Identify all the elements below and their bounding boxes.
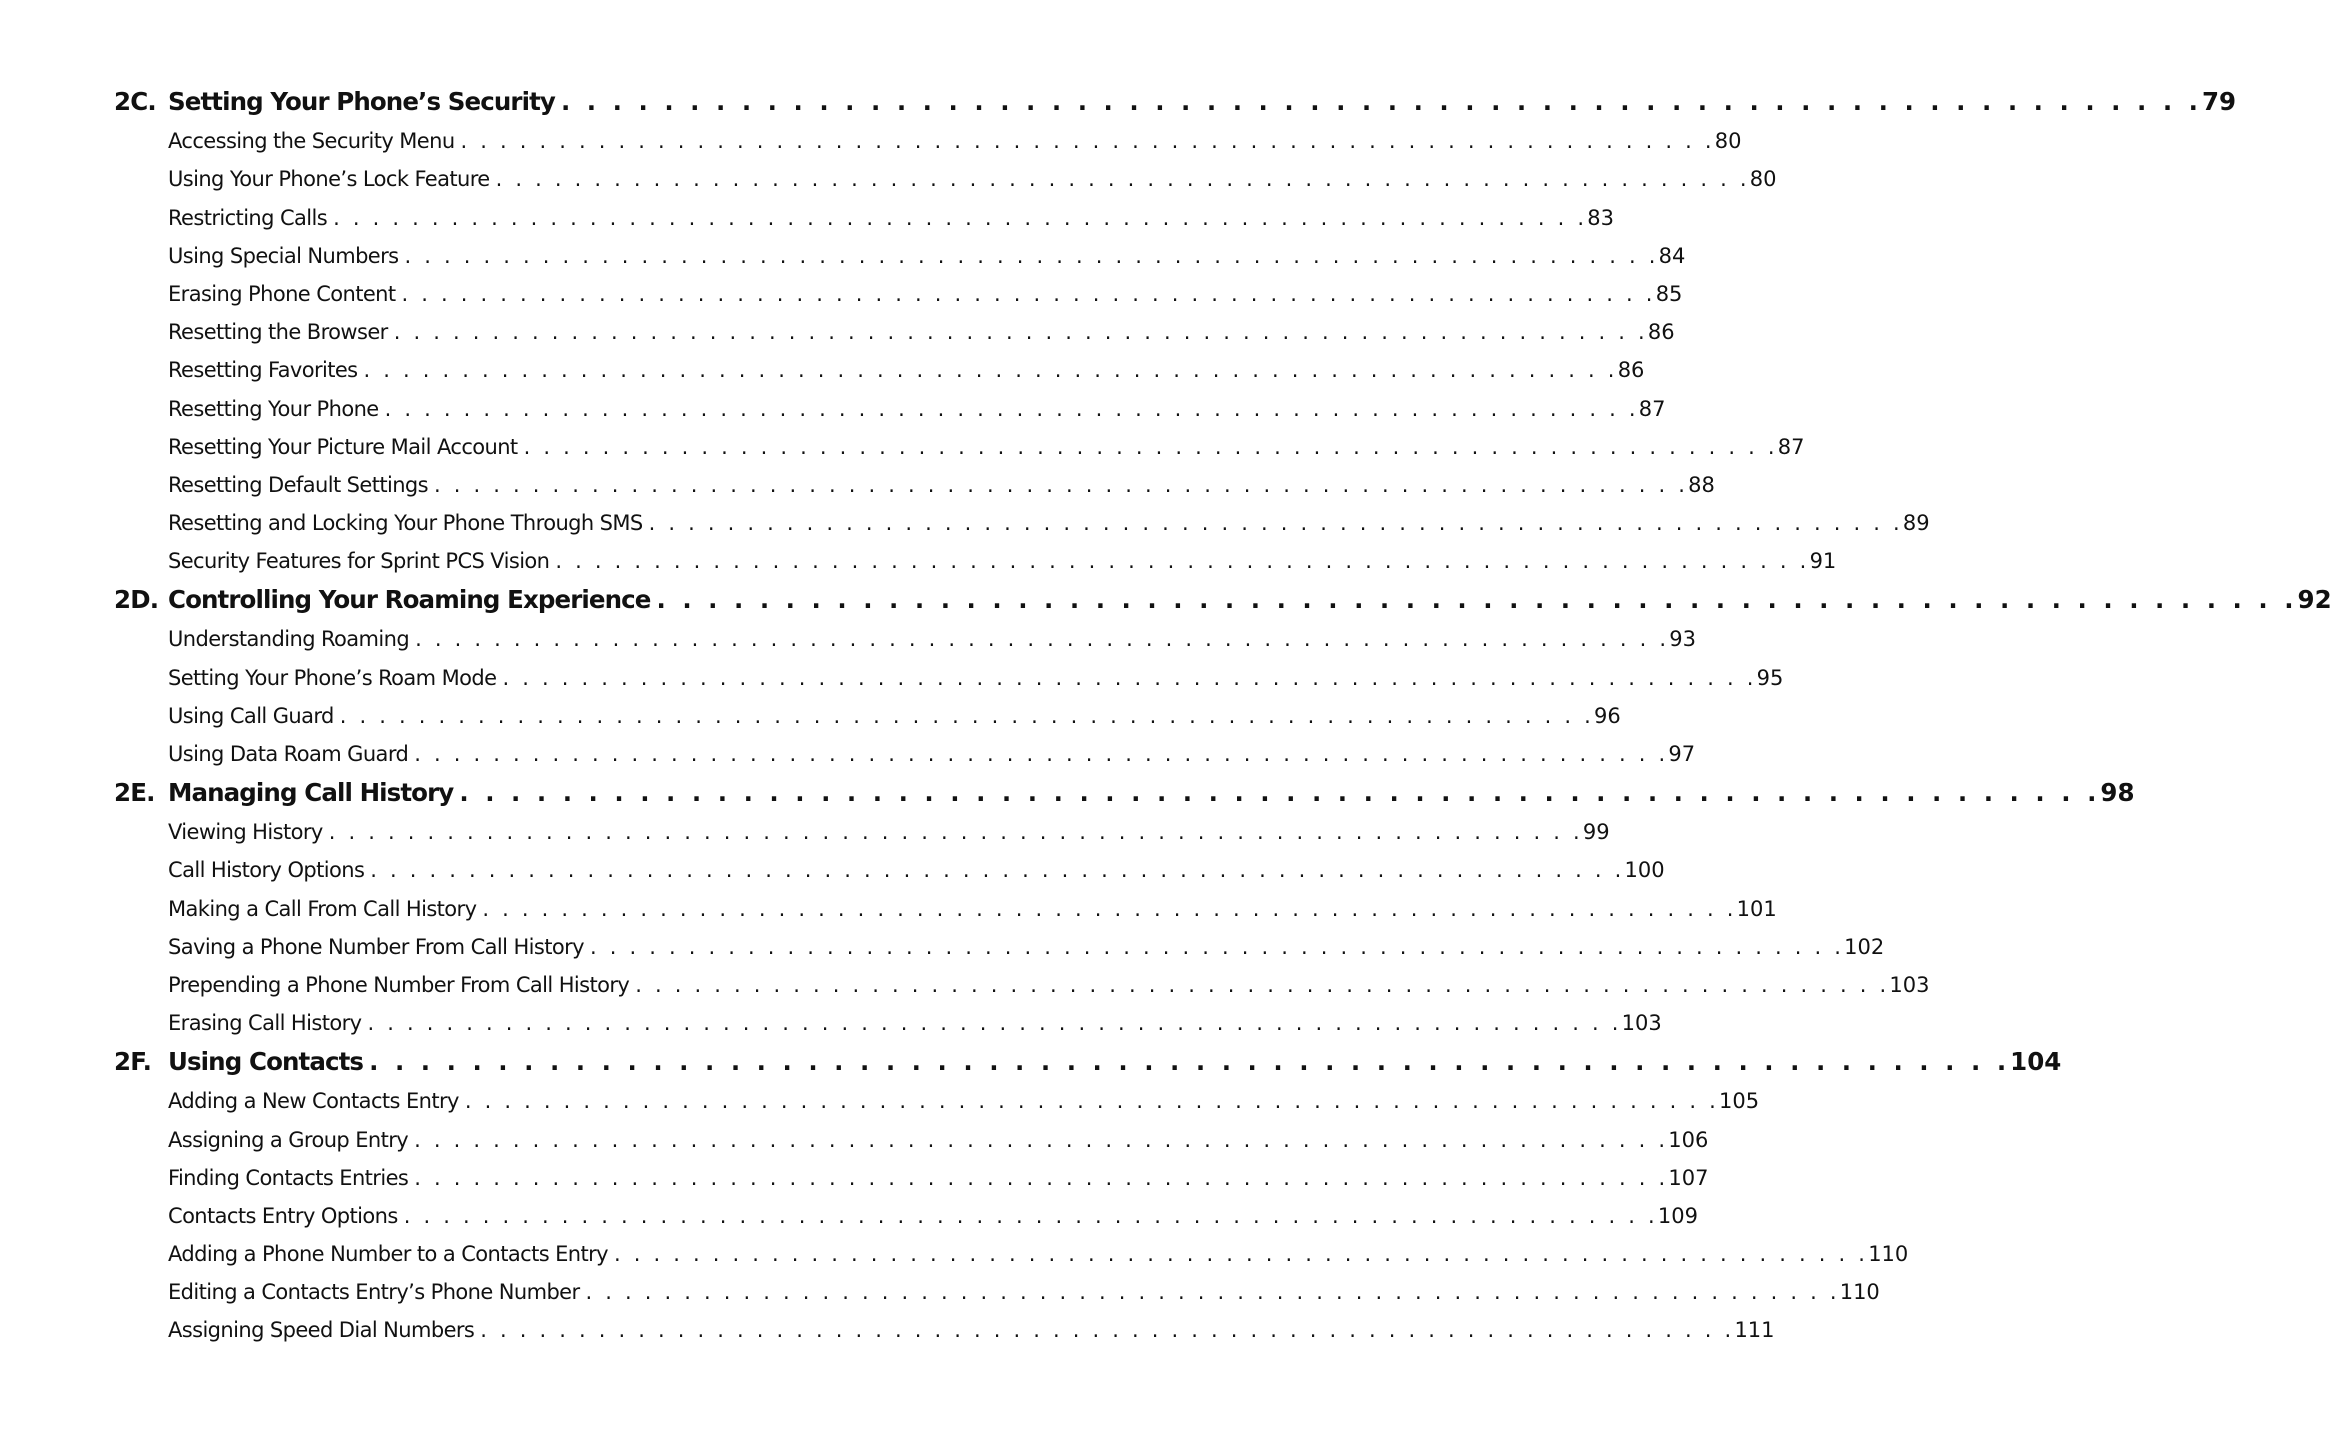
toc-entry[interactable] — [0, 852, 1665, 890]
entry-title: Making a Call From Call History — [168, 896, 477, 921]
entry-title: Resetting Favorites — [168, 358, 358, 383]
entry-title: Using Special Numbers — [168, 243, 399, 268]
page-number: 87 — [1638, 396, 1666, 421]
toc-entry[interactable] — [0, 161, 1777, 199]
dot-leader: . . . . . . . . . . . . . . . . . . . . . . . . . . . . . . . . . . . . . . . . . . . . . . . . . . . . . . . . . . . . . . . . — [404, 243, 1659, 268]
page-number: 101 — [1736, 896, 1777, 921]
entry-title: Assigning a Group Entry — [168, 1127, 409, 1152]
toc-entry[interactable] — [0, 967, 1930, 1005]
dot-leader: . . . . . . . . . . . . . . . . . . . . . . . . . . . . . . . . . . . . . . . . . . . . . . . . . . . . . . . . . . . . . . . . — [384, 396, 1639, 421]
section-title: Controlling Your Roaming Experience — [168, 585, 651, 615]
entry-title: Saving a Phone Number From Call History — [168, 934, 584, 959]
section-title: Setting Your Phone’s Security — [168, 87, 555, 116]
toc-entry[interactable] — [0, 352, 1645, 390]
entry-title: Viewing History — [168, 820, 323, 845]
toc-entry[interactable] — [0, 390, 1666, 428]
toc-entry[interactable] — [0, 238, 1686, 276]
dot-leader: . . . . . . . . . . . . . . . . . . . . . . . . . . . . . . . . . . . . . . . . . . . . . . . . . . . . . . . . . . . . . . . . — [433, 472, 1689, 497]
dot-leader: . . . . . . . . . . . . . . . . . . . . . . . . . . . . . . . . . . . . . . . . . . . . . . . . . . . . . . . . . . . . . . . . — [369, 1047, 2011, 1077]
page-number: 80 — [1749, 167, 1777, 192]
dot-leader: . . . . . . . . . . . . . . . . . . . . . . . . . . . . . . . . . . . . . . . . . . . . . . . . . . . . . . . . . . . . . . . . — [523, 434, 1778, 459]
toc-entry[interactable] — [0, 814, 1610, 852]
page-number: 110 — [1839, 1280, 1880, 1305]
page-number: 98 — [2100, 778, 2135, 807]
dot-leader: . . . . . . . . . . . . . . . . . . . . . . . . . . . . . . . . . . . . . . . . . . . . . . . . . . . . . . . . . . . . . . . . — [415, 627, 1670, 652]
page-number: 100 — [1624, 858, 1665, 883]
entry-title: Setting Your Phone’s Roam Mode — [168, 665, 497, 690]
entry-title: Using Data Roam Guard — [168, 742, 409, 766]
toc-entry[interactable] — [0, 698, 1621, 736]
page-number: 99 — [1582, 820, 1610, 845]
page-number: 86 — [1647, 320, 1675, 345]
dot-leader: . . . . . . . . . . . . . . . . . . . . . . . . . . . . . . . . . . . . . . . . . . . . . . . . . . . . . . . . . . . . . . . . — [459, 778, 2101, 807]
page-number: 104 — [2010, 1047, 2062, 1077]
toc-entry[interactable] — [0, 1160, 1709, 1198]
dot-leader: . . . . . . . . . . . . . . . . . . . . . . . . . . . . . . . . . . . . . . . . . . . . . . . . . . . . . . . . . . . . . . . . — [635, 972, 1890, 997]
page-number: 107 — [1668, 1165, 1709, 1190]
dot-leader: . . . . . . . . . . . . . . . . . . . . . . . . . . . . . . . . . . . . . . . . . . . . . . . . . . . . . . . . . . . . . . . . — [614, 1242, 1869, 1267]
dot-leader: . . . . . . . . . . . . . . . . . . . . . . . . . . . . . . . . . . . . . . . . . . . . . . . . . . . . . . . . . . . . . . . . — [328, 820, 1583, 845]
entry-title: Erasing Call History — [168, 1011, 362, 1036]
dot-leader: . . . . . . . . . . . . . . . . . . . . . . . . . . . . . . . . . . . . . . . . . . . . . . . . . . . . . . . . . . . . . . . . — [414, 742, 1669, 766]
toc-entry[interactable] — [0, 1121, 1709, 1159]
section-number: 2C. — [114, 87, 156, 116]
entry-title: Resetting the Browser — [168, 320, 388, 345]
toc-entry[interactable] — [0, 1198, 1698, 1236]
entry-title: Resetting and Locking Your Phone Through SMS — [168, 511, 643, 536]
dot-leader: . . . . . . . . . . . . . . . . . . . . . . . . . . . . . . . . . . . . . . . . . . . . . . . . . . . . . . . . . . . . . . . . — [555, 549, 1810, 574]
toc-entry[interactable] — [0, 1005, 1662, 1043]
dot-leader: . . . . . . . . . . . . . . . . . . . . . . . . . . . . . . . . . . . . . . . . . . . . . . . . . . . . . . . . . . . . . . . . — [333, 205, 1588, 230]
toc-section-heading[interactable] — [0, 581, 2332, 621]
page-number: 85 — [1655, 281, 1683, 306]
page-number: 105 — [1719, 1089, 1760, 1114]
entry-title: Resetting Your Picture Mail Account — [168, 434, 518, 459]
page-number: 96 — [1593, 703, 1621, 728]
entry-title: Security Features for Sprint PCS Vision — [168, 549, 550, 574]
page-number: 88 — [1688, 472, 1715, 497]
dot-leader: . . . . . . . . . . . . . . . . . . . . . . . . . . . . . . . . . . . . . . . . . . . . . . . . . . . . . . . . . . . . . . . . — [414, 1127, 1669, 1152]
entry-title: Call History Options — [168, 858, 365, 883]
toc-entry[interactable] — [0, 1312, 1775, 1350]
entry-title: Prepending a Phone Number From Call History — [168, 972, 630, 997]
page-number: 79 — [2202, 87, 2237, 116]
toc-entry[interactable] — [0, 123, 1742, 161]
entry-title: Restricting Calls — [168, 205, 328, 230]
page-number: 89 — [1902, 511, 1930, 536]
dot-leader: . . . . . . . . . . . . . . . . . . . . . . . . . . . . . . . . . . . . . . . . . . . . . . . . . . . . . . . . . . . . . . . . — [367, 1011, 1622, 1036]
page-number: 86 — [1617, 358, 1645, 383]
dot-leader: . . . . . . . . . . . . . . . . . . . . . . . . . . . . . . . . . . . . . . . . . . . . . . . . . . . . . . . . . . . . . . . . — [370, 858, 1625, 883]
entry-title: Erasing Phone Content — [168, 281, 396, 306]
toc-entry[interactable] — [0, 890, 1777, 928]
toc-entry[interactable] — [0, 543, 1837, 581]
section-number: 2E. — [114, 778, 155, 807]
toc-entry[interactable] — [0, 736, 1696, 774]
dot-leader: . . . . . . . . . . . . . . . . . . . . . . . . . . . . . . . . . . . . . . . . . . . . . . . . . . . . . . . . . . . . . . . . — [495, 167, 1750, 192]
page-number: 80 — [1714, 129, 1742, 154]
section-title: Managing Call History — [168, 778, 454, 807]
dot-leader: . . . . . . . . . . . . . . . . . . . . . . . . . . . . . . . . . . . . . . . . . . . . . . . . . . . . . . . . . . . . . . . . — [414, 1165, 1669, 1190]
toc-entry[interactable] — [0, 659, 1784, 697]
entry-title: Editing a Contacts Entry’s Phone Number — [168, 1280, 580, 1305]
entry-title: Adding a New Contacts Entry — [168, 1089, 459, 1114]
entry-title: Using Call Guard — [168, 703, 334, 728]
toc-entry[interactable] — [0, 314, 1675, 352]
entry-title: Finding Contacts Entries — [168, 1165, 409, 1190]
toc-entry[interactable] — [0, 429, 1805, 467]
table-of-contents — [0, 83, 2332, 1350]
dot-leader: . . . . . . . . . . . . . . . . . . . . . . . . . . . . . . . . . . . . . . . . . . . . . . . . . . . . . . . . . . . . . . . . — [464, 1089, 1719, 1114]
dot-leader: . . . . . . . . . . . . . . . . . . . . . . . . . . . . . . . . . . . . . . . . . . . . . . . . . . . . . . . . . . . . . . . . — [585, 1280, 1840, 1305]
dot-leader: . . . . . . . . . . . . . . . . . . . . . . . . . . . . . . . . . . . . . . . . . . . . . . . . . . . . . . . . . . . . . . . . — [403, 1203, 1658, 1228]
dot-leader: . . . . . . . . . . . . . . . . . . . . . . . . . . . . . . . . . . . . . . . . . . . . . . . . . . . . . . . . . . . . . . . . — [482, 896, 1737, 921]
entry-title: Using Your Phone’s Lock Feature — [168, 167, 490, 192]
entry-title: Adding a Phone Number to a Contacts Entry — [168, 1242, 609, 1267]
toc-section-heading[interactable] — [0, 774, 2135, 814]
dot-leader: . . . . . . . . . . . . . . . . . . . . . . . . . . . . . . . . . . . . . . . . . . . . . . . . . . . . . . . . . . . . . . . . — [656, 585, 2298, 615]
entry-title: Resetting Default Settings — [168, 472, 428, 497]
toc-entry[interactable] — [0, 1274, 1880, 1312]
dot-leader: . . . . . . . . . . . . . . . . . . . . . . . . . . . . . . . . . . . . . . . . . . . . . . . . . . . . . . . . . . . . . . . . — [560, 87, 2202, 116]
page-number: 106 — [1668, 1127, 1709, 1152]
toc-entry[interactable] — [0, 929, 1885, 967]
page-number: 93 — [1669, 627, 1696, 652]
page-number: 102 — [1844, 934, 1885, 959]
page-number: 92 — [2297, 585, 2332, 615]
dot-leader: . . . . . . . . . . . . . . . . . . . . . . . . . . . . . . . . . . . . . . . . . . . . . . . . . . . . . . . . . . . . . . . . — [648, 511, 1903, 536]
dot-leader: . . . . . . . . . . . . . . . . . . . . . . . . . . . . . . . . . . . . . . . . . . . . . . . . . . . . . . . . . . . . . . . . — [480, 1318, 1735, 1343]
page-number: 83 — [1587, 205, 1614, 230]
toc-section-heading[interactable] — [0, 83, 2237, 123]
dot-leader: . . . . . . . . . . . . . . . . . . . . . . . . . . . . . . . . . . . . . . . . . . . . . . . . . . . . . . . . . . . . . . . . — [460, 129, 1715, 154]
page-number: 103 — [1889, 972, 1930, 997]
dot-leader: . . . . . . . . . . . . . . . . . . . . . . . . . . . . . . . . . . . . . . . . . . . . . . . . . . . . . . . . . . . . . . . . — [401, 281, 1656, 306]
toc-entry[interactable] — [0, 505, 1930, 543]
section-number: 2F. — [114, 1047, 152, 1077]
section-number: 2D. — [114, 585, 159, 615]
dot-leader: . . . . . . . . . . . . . . . . . . . . . . . . . . . . . . . . . . . . . . . . . . . . . . . . . . . . . . . . . . . . . . . . — [363, 358, 1618, 383]
page-number: 97 — [1668, 742, 1696, 766]
dot-leader: . . . . . . . . . . . . . . . . . . . . . . . . . . . . . . . . . . . . . . . . . . . . . . . . . . . . . . . . . . . . . . . . — [589, 934, 1845, 959]
section-title: Using Contacts — [168, 1047, 364, 1077]
page-number: 111 — [1734, 1318, 1775, 1343]
toc-entry[interactable] — [0, 199, 1614, 237]
dot-leader: . . . . . . . . . . . . . . . . . . . . . . . . . . . . . . . . . . . . . . . . . . . . . . . . . . . . . . . . . . . . . . . . — [502, 665, 1757, 690]
entry-title: Understanding Roaming — [168, 627, 410, 652]
entry-title: Accessing the Security Menu — [168, 129, 455, 154]
page-number: 109 — [1657, 1203, 1698, 1228]
entry-title: Resetting Your Phone — [168, 396, 379, 421]
entry-title: Contacts Entry Options — [168, 1203, 398, 1228]
toc-entry[interactable] — [0, 621, 1696, 659]
page-number: 103 — [1621, 1011, 1662, 1036]
entry-title: Assigning Speed Dial Numbers — [168, 1318, 475, 1343]
page-number: 87 — [1777, 434, 1805, 459]
toc-entry[interactable] — [0, 276, 1683, 314]
toc-section-heading[interactable] — [0, 1043, 2062, 1083]
page-number: 110 — [1868, 1242, 1909, 1267]
dot-leader: . . . . . . . . . . . . . . . . . . . . . . . . . . . . . . . . . . . . . . . . . . . . . . . . . . . . . . . . . . . . . . . . — [393, 320, 1648, 345]
page-number: 84 — [1658, 243, 1686, 268]
toc-entry[interactable] — [0, 1236, 1909, 1274]
page-number: 91 — [1809, 549, 1837, 574]
toc-entry[interactable] — [0, 467, 1715, 505]
toc-entry[interactable] — [0, 1083, 1760, 1121]
page-number: 95 — [1756, 665, 1784, 690]
dot-leader: . . . . . . . . . . . . . . . . . . . . . . . . . . . . . . . . . . . . . . . . . . . . . . . . . . . . . . . . . . . . . . . . — [339, 703, 1594, 728]
